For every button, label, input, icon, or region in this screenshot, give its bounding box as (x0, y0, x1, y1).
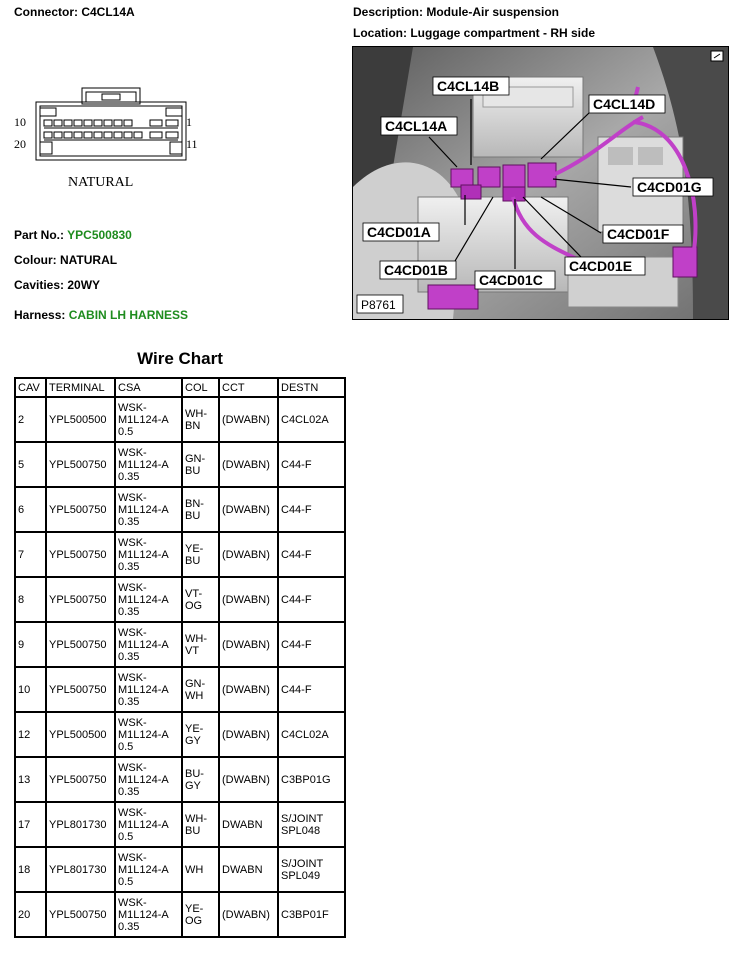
table-row (15, 442, 345, 487)
cell-col: VT- OG (182, 577, 219, 622)
cell-cct: (DWABN) (219, 532, 278, 577)
location-photo (352, 46, 729, 320)
table-row (15, 487, 345, 532)
cell-cct: DWABN (219, 847, 278, 892)
col-header-destn: DESTN (278, 378, 345, 397)
cell-cav: 9 (15, 622, 46, 667)
photo-reference: P8761 (361, 298, 396, 312)
cell-terminal: YPL500750 (46, 532, 115, 577)
part-number: Part No.: YPC500830 (14, 228, 132, 242)
cell-terminal: YPL801730 (46, 802, 115, 847)
photo-label-c4cl14b: C4CL14B (437, 78, 500, 94)
cell-cct: (DWABN) (219, 667, 278, 712)
harness: Harness: CABIN LH HARNESS (14, 308, 189, 322)
colour: Colour: NATURAL (14, 253, 118, 267)
cell-destn: C44-F (278, 532, 345, 577)
harness-value: CABIN LH HARNESS (68, 308, 189, 322)
part-number-value: YPC500830 (67, 228, 132, 242)
cell-csa: WSK- M1L124-A 0.35 (115, 487, 182, 532)
cell-cct: (DWABN) (219, 892, 278, 937)
photo-label-c4cd01b: C4CD01B (384, 262, 448, 278)
table-row (15, 712, 345, 757)
pin-11-label: 11 (186, 137, 198, 151)
pin-10-label: 10 (14, 115, 26, 129)
cell-destn: C44-F (278, 442, 345, 487)
table-row (15, 532, 345, 577)
cell-cct: (DWABN) (219, 487, 278, 532)
cell-cav: 5 (15, 442, 46, 487)
cell-csa: WSK- M1L124-A 0.5 (115, 847, 182, 892)
cell-destn: C3BP01F (278, 892, 345, 937)
cell-terminal: YPL500500 (46, 712, 115, 757)
description: Description: Module-Air suspension (353, 5, 560, 19)
cell-csa: WSK- M1L124-A 0.5 (115, 712, 182, 757)
cell-cav: 12 (15, 712, 46, 757)
cavities: Cavities: 20WY (14, 278, 101, 292)
cell-cav: 13 (15, 757, 46, 802)
col-header-csa: CSA (115, 378, 182, 397)
col-header-terminal: TERMINAL (46, 378, 115, 397)
cell-destn: C44-F (278, 577, 345, 622)
cell-terminal: YPL500750 (46, 442, 115, 487)
cell-terminal: YPL801730 (46, 847, 115, 892)
cell-cav: 18 (15, 847, 46, 892)
photo-label-c4cd01c: C4CD01C (479, 272, 543, 288)
cell-cav: 17 (15, 802, 46, 847)
cell-csa: WSK- M1L124-A 0.35 (115, 532, 182, 577)
cell-cav: 2 (15, 397, 46, 442)
table-row (15, 577, 345, 622)
cell-csa: WSK- M1L124-A 0.35 (115, 442, 182, 487)
photo-label-c4cd01g: C4CD01G (637, 179, 702, 195)
col-header-cct: CCT (219, 378, 278, 397)
cell-cct: (DWABN) (219, 397, 278, 442)
cell-destn: S/JOINT SPL048 (278, 802, 345, 847)
table-row (15, 802, 345, 847)
connector-colour-caption: NATURAL (68, 175, 134, 190)
cell-cav: 20 (15, 892, 46, 937)
cell-col: BN- BU (182, 487, 219, 532)
cell-cav: 10 (15, 667, 46, 712)
cell-destn: C4CL02A (278, 397, 345, 442)
cell-terminal: YPL500500 (46, 397, 115, 442)
cell-csa: WSK- M1L124-A 0.35 (115, 757, 182, 802)
cell-col: YE- BU (182, 532, 219, 577)
cell-cav: 6 (15, 487, 46, 532)
cell-destn: C4CL02A (278, 712, 345, 757)
cell-terminal: YPL500750 (46, 667, 115, 712)
cell-destn: S/JOINT SPL049 (278, 847, 345, 892)
photo-label-c4cd01a: C4CD01A (367, 224, 431, 240)
table-row (15, 757, 345, 802)
cell-col: WH- VT (182, 622, 219, 667)
expand-icon (711, 51, 723, 61)
cell-col: YE- OG (182, 892, 219, 937)
table-row (15, 397, 345, 442)
wire-chart-title: Wire Chart (137, 349, 223, 368)
cell-csa: WSK- M1L124-A 0.5 (115, 397, 182, 442)
cell-cct: (DWABN) (219, 622, 278, 667)
wire-chart-header-row (15, 378, 345, 397)
cell-cav: 7 (15, 532, 46, 577)
wire-chart-table (14, 377, 346, 938)
cell-destn: C44-F (278, 622, 345, 667)
cell-csa: WSK- M1L124-A 0.35 (115, 892, 182, 937)
photo-label-c4cl14d: C4CL14D (593, 96, 656, 112)
cell-col: WH- BN (182, 397, 219, 442)
cell-terminal: YPL500750 (46, 577, 115, 622)
cell-terminal: YPL500750 (46, 622, 115, 667)
cell-csa: WSK- M1L124-A 0.35 (115, 577, 182, 622)
cell-cct: (DWABN) (219, 712, 278, 757)
cell-destn: C3BP01G (278, 757, 345, 802)
table-row (15, 622, 345, 667)
col-header-cav: CAV (15, 378, 46, 397)
cell-csa: WSK- M1L124-A 0.5 (115, 802, 182, 847)
connector-face-diagram (10, 82, 200, 197)
table-row (15, 847, 345, 892)
cell-csa: WSK- M1L124-A 0.35 (115, 622, 182, 667)
cell-col: GN- WH (182, 667, 219, 712)
pin-20-label: 20 (14, 137, 26, 151)
cell-col: YE- GY (182, 712, 219, 757)
cell-csa: WSK- M1L124-A 0.35 (115, 667, 182, 712)
cell-destn: C44-F (278, 667, 345, 712)
photo-label-c4cd01e: C4CD01E (569, 258, 633, 274)
cell-col: GN- BU (182, 442, 219, 487)
cell-cct: (DWABN) (219, 577, 278, 622)
cell-terminal: YPL500750 (46, 892, 115, 937)
cell-terminal: YPL500750 (46, 757, 115, 802)
location: Location: Luggage compartment - RH side (353, 26, 596, 40)
table-row (15, 892, 345, 937)
cell-cav: 8 (15, 577, 46, 622)
cell-col: WH (182, 847, 219, 892)
cell-cct: DWABN (219, 802, 278, 847)
table-row (15, 667, 345, 712)
cell-terminal: YPL500750 (46, 487, 115, 532)
pin-1-label: 1 (186, 115, 192, 129)
connector-id: Connector: C4CL14A (14, 5, 135, 19)
cell-destn: C44-F (278, 487, 345, 532)
cell-col: WH- BU (182, 802, 219, 847)
cell-col: BU- GY (182, 757, 219, 802)
col-header-col: COL (182, 378, 219, 397)
cell-cct: (DWABN) (219, 757, 278, 802)
photo-label-c4cd01f: C4CD01F (607, 226, 670, 242)
cell-cct: (DWABN) (219, 442, 278, 487)
photo-label-c4cl14a: C4CL14A (385, 118, 448, 134)
